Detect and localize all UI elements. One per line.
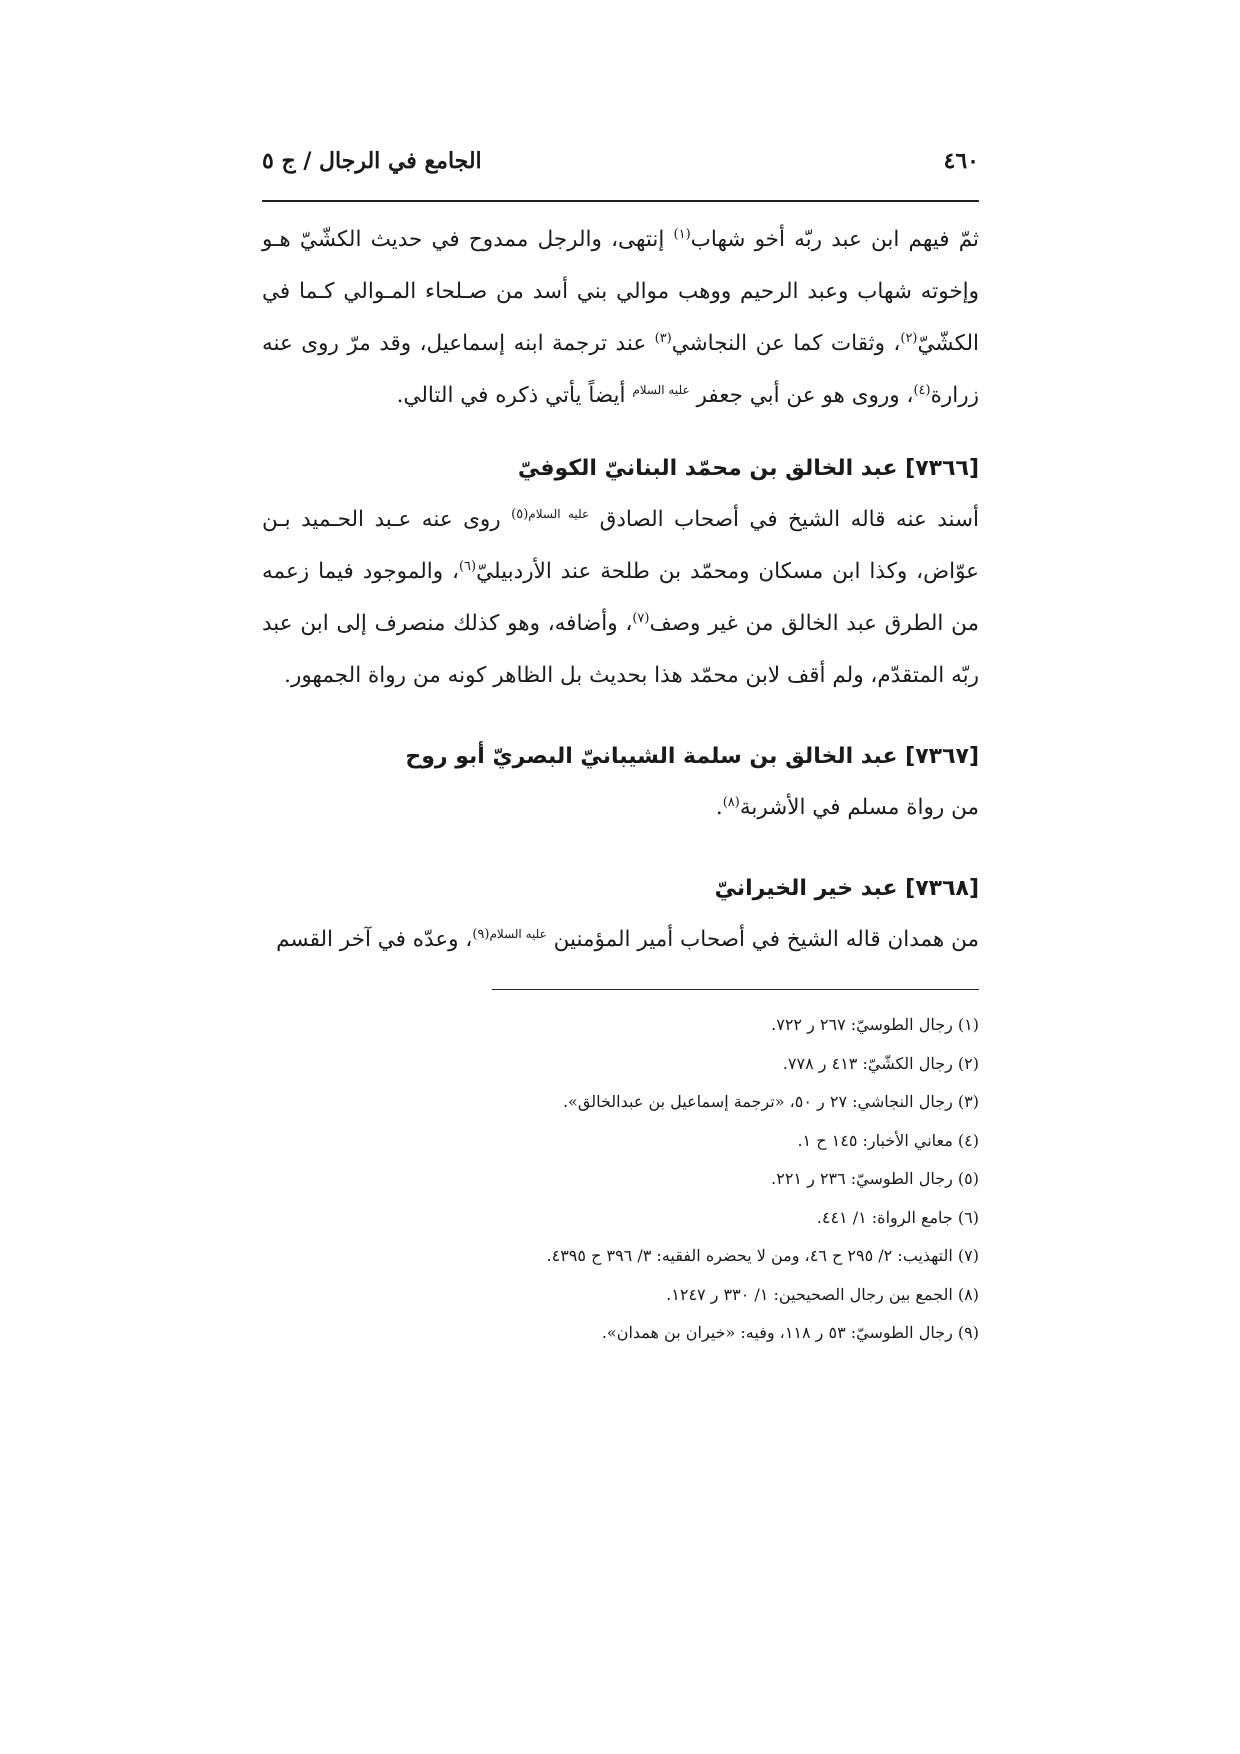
text-run: من همدان قاله الشيخ في أصحاب أمير المؤمنين (546, 927, 979, 952)
text-run: ، وعدّه في آخر القسم (276, 927, 473, 952)
page-number: ٤٦٠ (943, 148, 979, 174)
text-run: روى عنه عـبد الحـميد بـن عوّاض، وكذا ابن مسكان ومحمّد بن طلحة عند الأردبيليّ (262, 507, 980, 584)
text-run: ثمّ فيهم ابن عبد ربّه أخو شهاب (690, 227, 979, 252)
footnote-divider (492, 989, 979, 990)
entry-paragraph-7366 (262, 494, 979, 702)
entry-paragraph-7367 (262, 782, 979, 834)
honorific-glyph: عليه السلام (489, 926, 547, 941)
footnote-ref: (٢) (900, 330, 918, 346)
text-run: أيضاً يأتي ذكره في التالي. (396, 383, 633, 408)
entry-heading-7366: [٧٣٦٦] عبد الخالق بن محمّد البنانيّ الكوفيّ (517, 456, 979, 481)
text-run: أسند عنه قاله الشيخ في أصحاب الصادق (589, 507, 979, 532)
text-run: ، وثقات كما عن النجاشي (671, 331, 901, 356)
footnote-ref: (١) (673, 226, 691, 242)
footnote-ref: (٩) (472, 926, 490, 942)
entry-heading-7367: [٧٣٦٧] عبد الخالق بن سلمة الشيبانيّ البصريّ أبو روح (405, 744, 979, 769)
text-run: ، وأضافه، وهو كذلك منصرف إلى ابن عبد ربّه المتقدّم، ولم أقف لابن محمّد هذا بحديث بل الظاهر كونه من رواة الجمهور. (262, 611, 979, 688)
honorific-glyph: عليه السلام (528, 506, 590, 521)
footnote-7: (٧) التهذيب: ٢/ ٢٩٥ ح ٤٦، ومن لا يحضره الفقيه: ٣/ ٣٩٦ ح ٤٣٩٥. (546, 1246, 979, 1265)
text-run: إنتهى، والرجل ممدوح في حديث الكشّيّ هـو وإخوته شهاب وعبد الرحيم ووهب موالي بني أسد من صـلحاء المـوالي كـما في الكشّيّ (262, 227, 979, 356)
footnote-6: (٦) جامع الرواة: ١/ ٤٤١. (816, 1207, 979, 1227)
footnote-5: (٥) رجال الطوسيّ: ٢٣٦ ر ٢٢١. (771, 1169, 979, 1188)
running-title: الجامع في الرجال / ج ٥ (262, 148, 482, 174)
text-run: ، والموجود فيما زعمه من الطرق عبد الخالق من غير وصف (262, 559, 979, 636)
text-run: عند ترجمة ابنه إسماعيل، وقد مرّ روى عنه زرارة (262, 331, 979, 408)
footnote-ref: (٤) (913, 382, 931, 398)
footnote-4: (٤) معاني الأخبار: ١٤٥ ح ١. (797, 1130, 979, 1150)
footnotes (262, 1006, 979, 1353)
running-header (262, 148, 979, 192)
footnote-2: (٢) رجال الكشّيّ: ٤١٣ ر ٧٧٨. (782, 1053, 979, 1073)
text-run: من رواة مسلم في الأشربة (739, 795, 979, 820)
entry-paragraph-7368 (262, 914, 979, 966)
intro-paragraph (262, 214, 979, 422)
main-text (262, 214, 979, 966)
honorific-glyph: عليه السلام (632, 382, 690, 397)
footnote-ref: (٣) (654, 330, 672, 346)
footnote-1: (١) رجال الطوسيّ: ٢٦٧ ر ٧٢٢. (771, 1015, 979, 1034)
entry-heading-7368: [٧٣٦٨] عبد خير الخيرانيّ (714, 876, 979, 901)
text-run: ، وروى هو عن أبي جعفر (689, 383, 914, 408)
footnote-ref: (٦) (458, 558, 477, 574)
footnote-ref: (٨) (722, 794, 740, 810)
footnote-3: (٣) رجال النجاشي: ٢٧ ر ٥٠، «ترجمة إسماعيل بن عبدالخالق». (562, 1092, 979, 1111)
text-run: . (715, 795, 723, 820)
header-divider (262, 200, 979, 202)
footnote-9: (٩) رجال الطوسيّ: ٥٣ ر ١١٨، وفيه: «خيران بن همدان». (601, 1323, 979, 1342)
footnote-ref: (٥) (511, 506, 529, 522)
footnote-8: (٨) الجمع بين رجال الصحيحين: ١/ ٣٣٠ ر ١٢٤٧. (666, 1284, 979, 1304)
footnote-ref: (٧) (632, 610, 650, 626)
